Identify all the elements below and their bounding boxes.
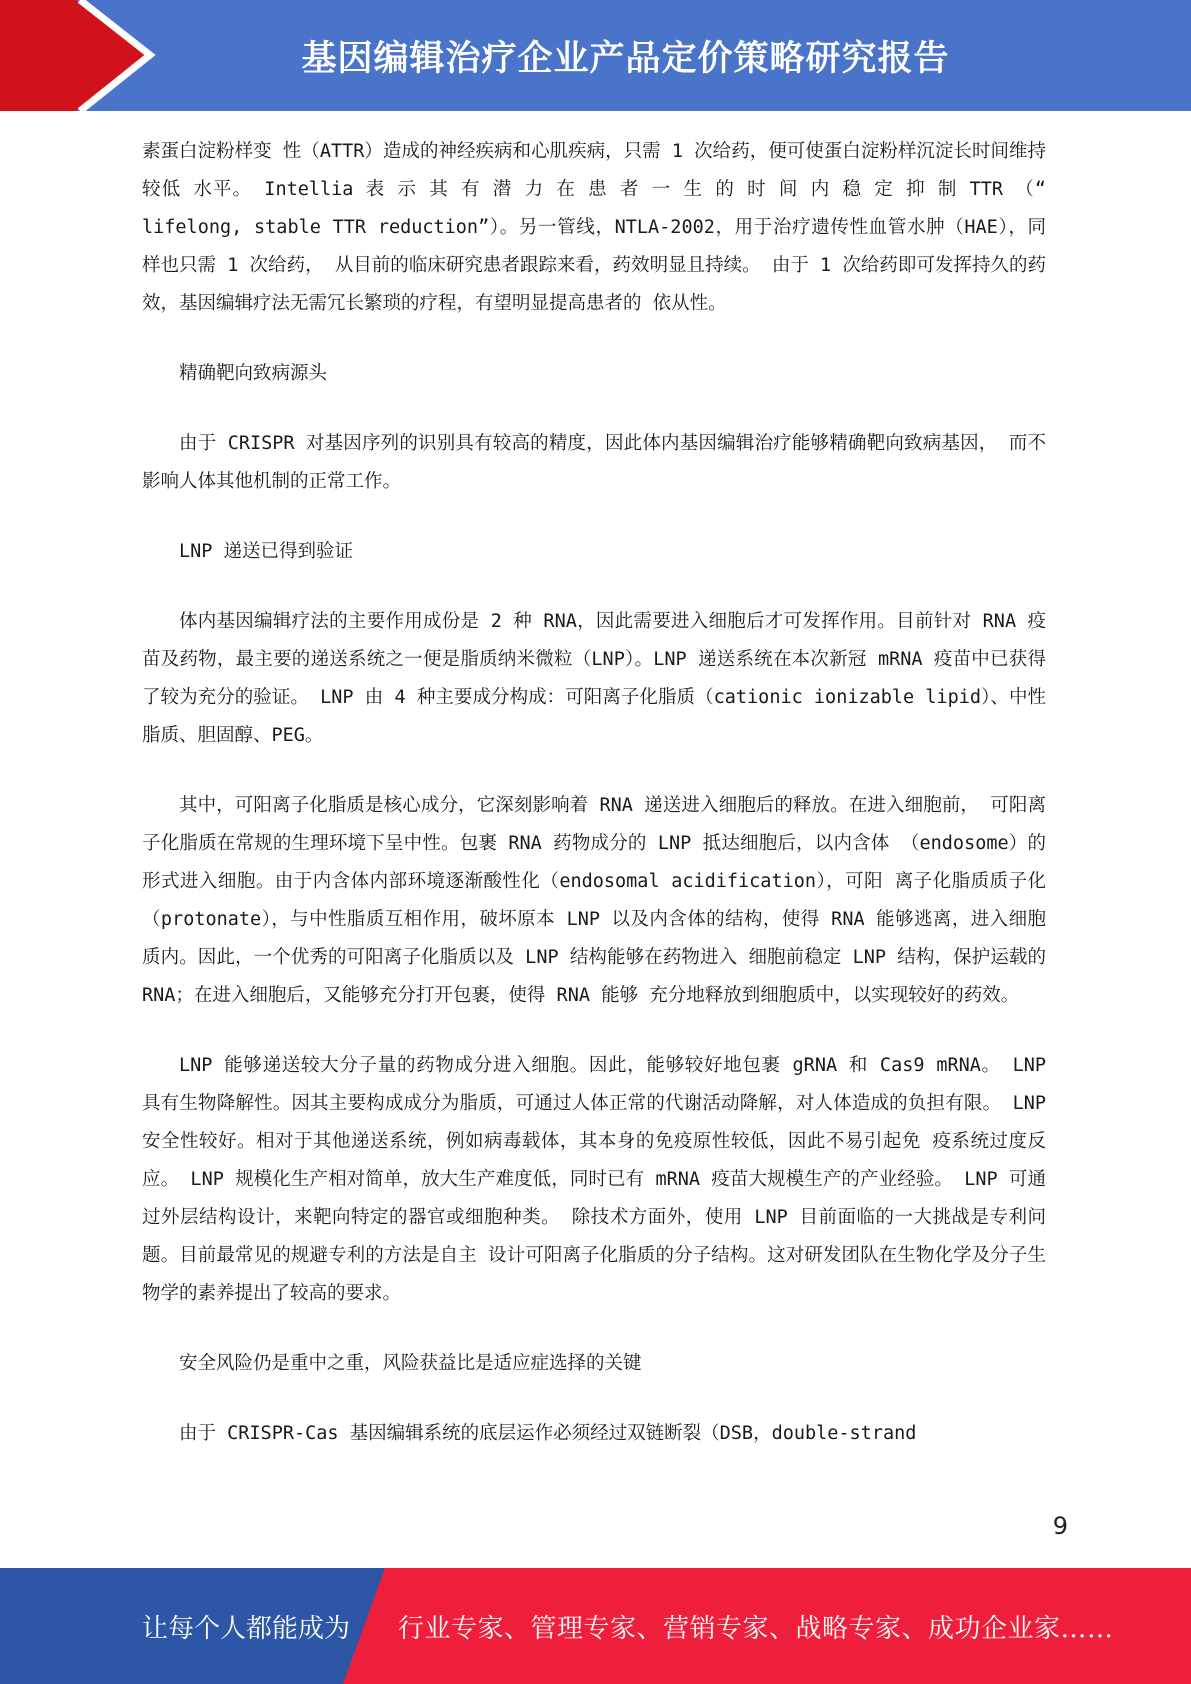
page-header bbox=[0, 0, 1191, 111]
page-number: 9 bbox=[1052, 1512, 1068, 1540]
paragraph-attr-efficacy: 素蛋白淀粉样变 性（ATTR）造成的神经疾病和心肌疾病，只需 1 次给药，便可使蛋白淀粉样沉淀长时间维持较低 水平。 Intellia 表 示 其 有 潜 力 在 患 者 一 生 的 时 间 内 稳 定 抑 制 TTR （“ lifelong, stable TTR reduction”）。另一管线，NTLA-2002，用于治疗遗传性血管水肿（HAE），同样也只需 1 次给药， 从目前的临床研究患者跟踪来看，药效明显且持续。 由于 1 次给药即可发挥持久的药效，基因编辑疗法无需冗长繁琐的疗程，有望明显提高患者的 依从性。 bbox=[142, 141, 1046, 314]
header-title: 基因编辑治疗企业产品定价策略研究报告 bbox=[301, 38, 950, 79]
paragraph-crispr-precision: 由于 CRISPR 对基因序列的识别具有较高的精度，因此体内基因编辑治疗能够精确靶向致病基因， 而不影响人体其他机制的正常工作。 bbox=[142, 433, 1046, 492]
paragraph-double-strand-break: 由于 CRISPR-Cas 基因编辑系统的底层运作必须经过双链断裂（DSB，double-strand bbox=[179, 1423, 917, 1444]
document-body bbox=[142, 133, 1046, 1453]
section-heading-safety-risk: 安全风险仍是重中之重，风险获益比是适应症选择的关键 bbox=[179, 1353, 642, 1374]
footer-slogan-left: 让每个人都能成为 bbox=[142, 1613, 351, 1644]
paragraph-lnp-advantages: LNP 能够递送较大分子量的药物成分进入细胞。因此，能够较好地包裹 gRNA 和 Cas9 mRNA。 LNP 具有生物降解性。因其主要构成成分为脂质，可通过人体正常的代谢活动降解，对人体造成的负担有限。 LNP 安全性较好。相对于其他递送系统，例如病毒载体，其本身的免疫原性较低，因此不易引起免 疫系统过度反应。 LNP 规模化生产相对简单，放大生产难度低，同时已有 mRNA 疫苗大规模生产的产业经验。 LNP 可通过外层结构设计，来靶向特定的器官或细胞种类。 除技术方面外，使用 LNP 目前面临的一大挑战是专利问题。目前最常见的规避专利的方法是自主 设计可阳离子化脂质的分子结构。这对研发团队在生物化学及分子生物学的素养提出了较高的要求。 bbox=[142, 1055, 1046, 1304]
paragraph-lnp-components: 体内基因编辑疗法的主要作用成份是 2 种 RNA，因此需要进入细胞后才可发挥作用。目前针对 RNA 疫苗及药物，最主要的递送系统之一便是脂质纳米微粒（LNP）。LNP 递送系统在本次新冠 mRNA 疫苗中已获得了较为充分的验证。 LNP 由 4 种主要成分构成：可阳离子化脂质（cationic ionizable lipid）、中性脂质、胆固醇、PEG。 bbox=[142, 611, 1046, 746]
section-heading-lnp-delivery: LNP 递送已得到验证 bbox=[179, 541, 354, 562]
page-footer bbox=[0, 1568, 1191, 1684]
section-heading-precise-targeting: 精确靶向致病源头 bbox=[179, 363, 328, 384]
header-red-chevron bbox=[0, 0, 150, 111]
paragraph-ionizable-lipid: 其中，可阳离子化脂质是核心成分，它深刻影响着 RNA 递送进入细胞后的释放。在进入细胞前， 可阳离子化脂质在常规的生理环境下呈中性。包裹 RNA 药物成分的 LNP 抵达细胞后，以内含体 （endosome）的形式进入细胞。由于内含体内部环境逐渐酸性化（endosomal acidification），可阳 离子化脂质质子化（protonate），与中性脂质互相作用，破坏原本 LNP 以及内含体的结构，使得 RNA 能够逃离，进入细胞质内。因此，一个优秀的可阳离子化脂质以及 LNP 结构能够在药物进入 细胞前稳定 LNP 结构，保护运载的 RNA；在进入细胞后，又能够充分打开包裹，使得 RNA 能够 充分地释放到细胞质中，以实现较好的药效。 bbox=[142, 795, 1046, 1006]
footer-slogan-right: 行业专家、管理专家、营销专家、战略专家、成功企业家…… bbox=[398, 1613, 1114, 1644]
